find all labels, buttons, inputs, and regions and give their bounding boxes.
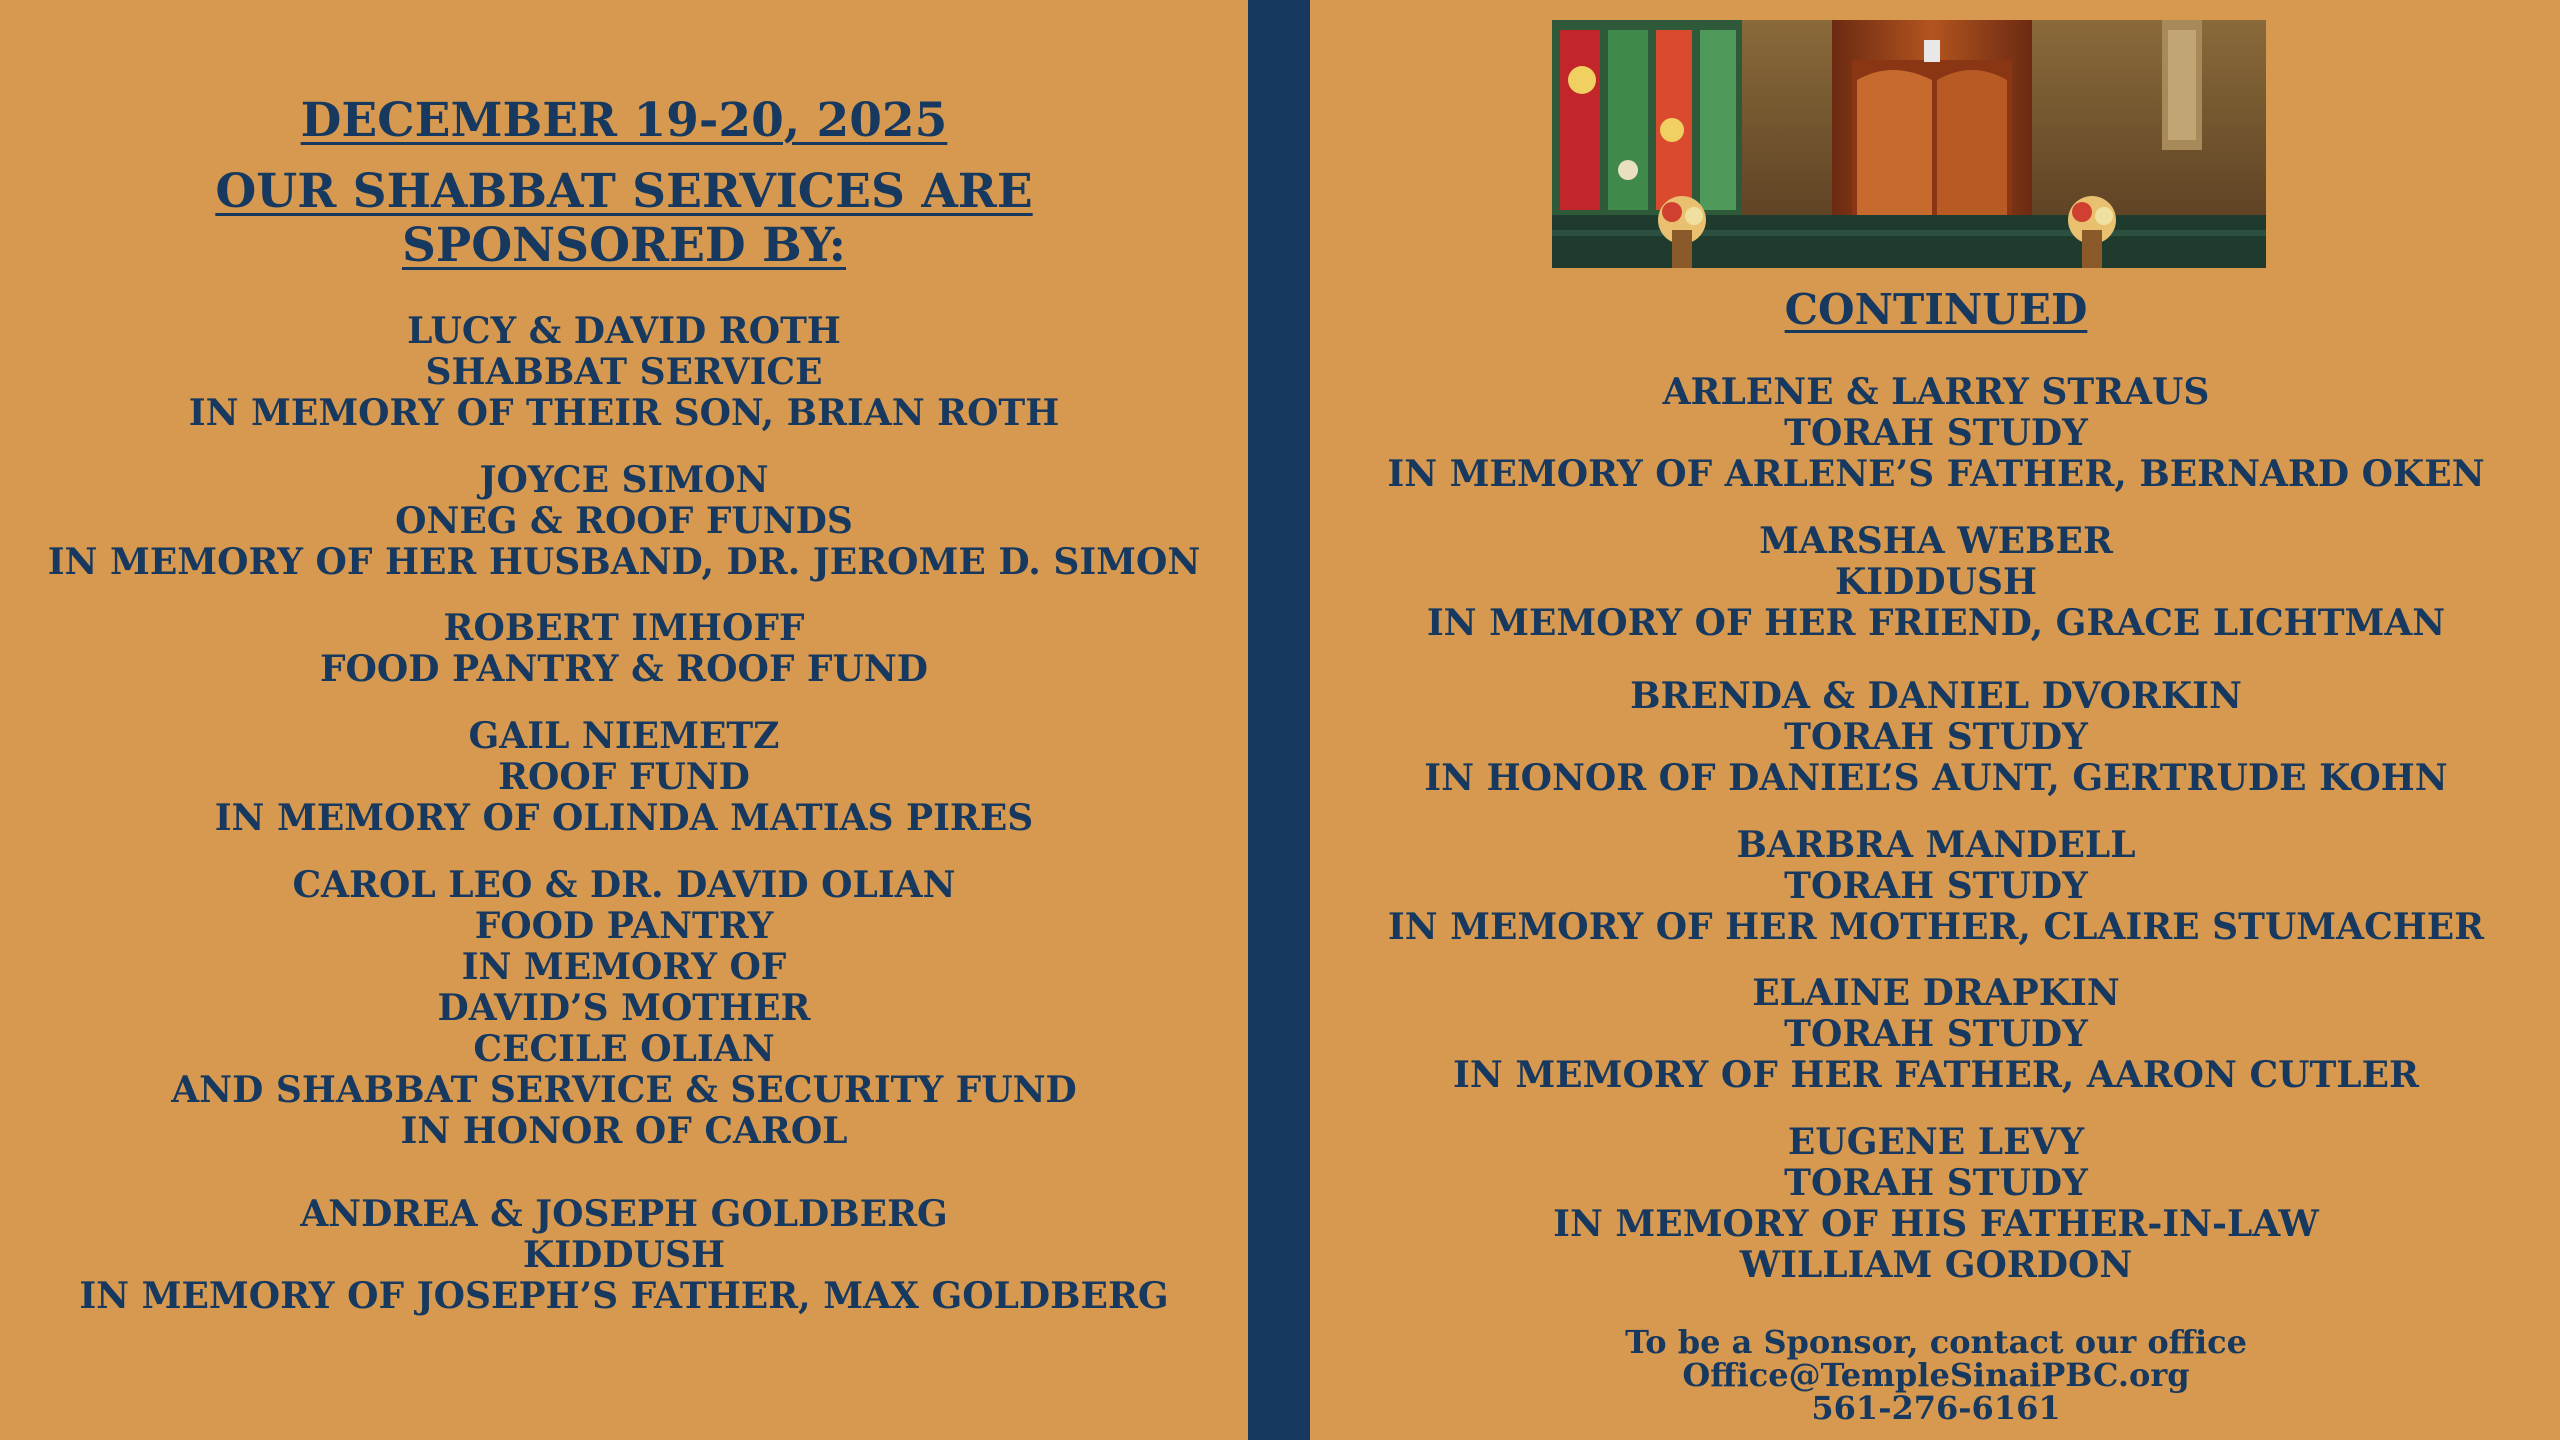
sponsor-purpose: ONEG & ROOF FUNDS (395, 500, 853, 542)
sponsor-purpose: TORAH STUDY (1784, 716, 2088, 758)
sponsor-purpose: SHABBAT SERVICE (425, 351, 823, 393)
sponsored-by-header (0, 165, 1248, 273)
sponsor-name: ELAINE DRAPKIN (1752, 972, 2120, 1014)
sponsor-dedication: IN MEMORY OF ARLENE’S FATHER, BERNARD OKEN (1387, 453, 2485, 495)
center-divider (1248, 0, 1310, 1440)
sponsor-entry-levy (1312, 1122, 2560, 1286)
sponsor-dedication: IN MEMORY OF HER HUSBAND, DR. JEROME D. SIMON (47, 541, 1201, 583)
sponsor-dedication: DAVID’S MOTHER (437, 987, 811, 1029)
sponsor-name: LUCY & DAVID ROTH (407, 310, 841, 352)
sponsor-purpose: TORAH STUDY (1784, 412, 2088, 454)
sponsor-purpose: FOOD PANTRY & ROOF FUND (320, 648, 928, 690)
sponsor-dedication: IN MEMORY OF HER MOTHER, CLAIRE STUMACHER (1387, 906, 2485, 948)
sponsor-dedication: CECILE OLIAN (473, 1028, 775, 1070)
sponsor-purpose: KIDDUSH (523, 1234, 725, 1276)
sanctuary-photo-art (1552, 20, 2266, 268)
sponsor-entry-straus (1312, 372, 2560, 495)
sponsor-purpose: KIDDUSH (1835, 561, 2037, 603)
sponsor-dedication: IN MEMORY OF HER FATHER, AARON CUTLER (1453, 1054, 2419, 1096)
sponsor-entry-simon (0, 460, 1248, 583)
sponsored-header-line: SPONSORED BY: (401, 218, 847, 273)
sponsor-purpose: TORAH STUDY (1784, 1162, 2088, 1204)
sanctuary-ark-photo (1552, 20, 2266, 268)
sponsor-entry-imhoff (0, 608, 1248, 690)
sponsor-dedication: IN MEMORY OF JOSEPH’S FATHER, MAX GOLDBERG (79, 1275, 1169, 1317)
sponsor-contact-info (1312, 1323, 2560, 1427)
sponsor-purpose: AND SHABBAT SERVICE & SECURITY FUND (171, 1069, 1077, 1111)
sponsor-name: ANDREA & JOSEPH GOLDBERG (300, 1193, 948, 1235)
continued-header: CONTINUED (1784, 285, 2088, 334)
sponsor-purpose: FOOD PANTRY (474, 905, 774, 947)
sponsor-dedication: IN MEMORY OF (461, 946, 787, 988)
sponsor-purpose: ROOF FUND (498, 756, 750, 798)
sponsor-entry-goldberg (0, 1194, 1248, 1317)
sponsor-name: BRENDA & DANIEL DVORKIN (1630, 675, 2242, 717)
contact-text: To be a Sponsor, contact our office (1625, 1323, 2247, 1361)
sponsor-name: JOYCE SIMON (479, 459, 769, 501)
sponsor-name: MARSHA WEBER (1759, 520, 2113, 562)
sponsor-entry-olian (0, 865, 1248, 1152)
sponsored-header-line: OUR SHABBAT SERVICES ARE (215, 164, 1033, 219)
sponsor-entry-mandell (1312, 825, 2560, 948)
contact-phone[interactable]: 561-276-6161 (1811, 1389, 2061, 1427)
contact-email[interactable]: Office@TempleSinaiPBC.org (1682, 1356, 2190, 1394)
sponsor-name: EUGENE LEVY (1787, 1121, 2085, 1163)
sponsor-name: BARBRA MANDELL (1736, 824, 2136, 866)
sponsor-dedication: IN HONOR OF DANIEL’S AUNT, GERTRUDE KOHN (1424, 757, 2448, 799)
sponsor-entry-drapkin (1312, 973, 2560, 1096)
sponsor-dedication: IN MEMORY OF HER FRIEND, GRACE LICHTMAN (1426, 602, 2446, 644)
sponsor-dedication: IN HONOR OF CAROL (400, 1110, 848, 1152)
sponsor-dedication: IN MEMORY OF HIS FATHER-IN-LAW (1553, 1203, 2319, 1245)
sponsor-dedication: WILLIAM GORDON (1739, 1244, 2133, 1286)
sponsor-name: ROBERT IMHOFF (443, 607, 805, 649)
sponsor-name: ARLENE & LARRY STRAUS (1662, 371, 2210, 413)
sponsor-entry-niemetz (0, 716, 1248, 839)
sponsor-entry-weber (1312, 521, 2560, 644)
sponsor-entry-dvorkin (1312, 676, 2560, 799)
sponsor-name: CAROL LEO & DR. DAVID OLIAN (292, 864, 956, 906)
sponsor-name: GAIL NIEMETZ (468, 715, 780, 757)
sponsor-purpose: TORAH STUDY (1784, 865, 2088, 907)
sponsor-dedication: IN MEMORY OF OLINDA MATIAS PIRES (214, 797, 1034, 839)
date-header: DECEMBER 19-20, 2025 (300, 93, 948, 148)
sponsor-dedication: IN MEMORY OF THEIR SON, BRIAN ROTH (188, 392, 1060, 434)
sponsor-purpose: TORAH STUDY (1784, 1013, 2088, 1055)
sponsor-entry-roth (0, 311, 1248, 434)
